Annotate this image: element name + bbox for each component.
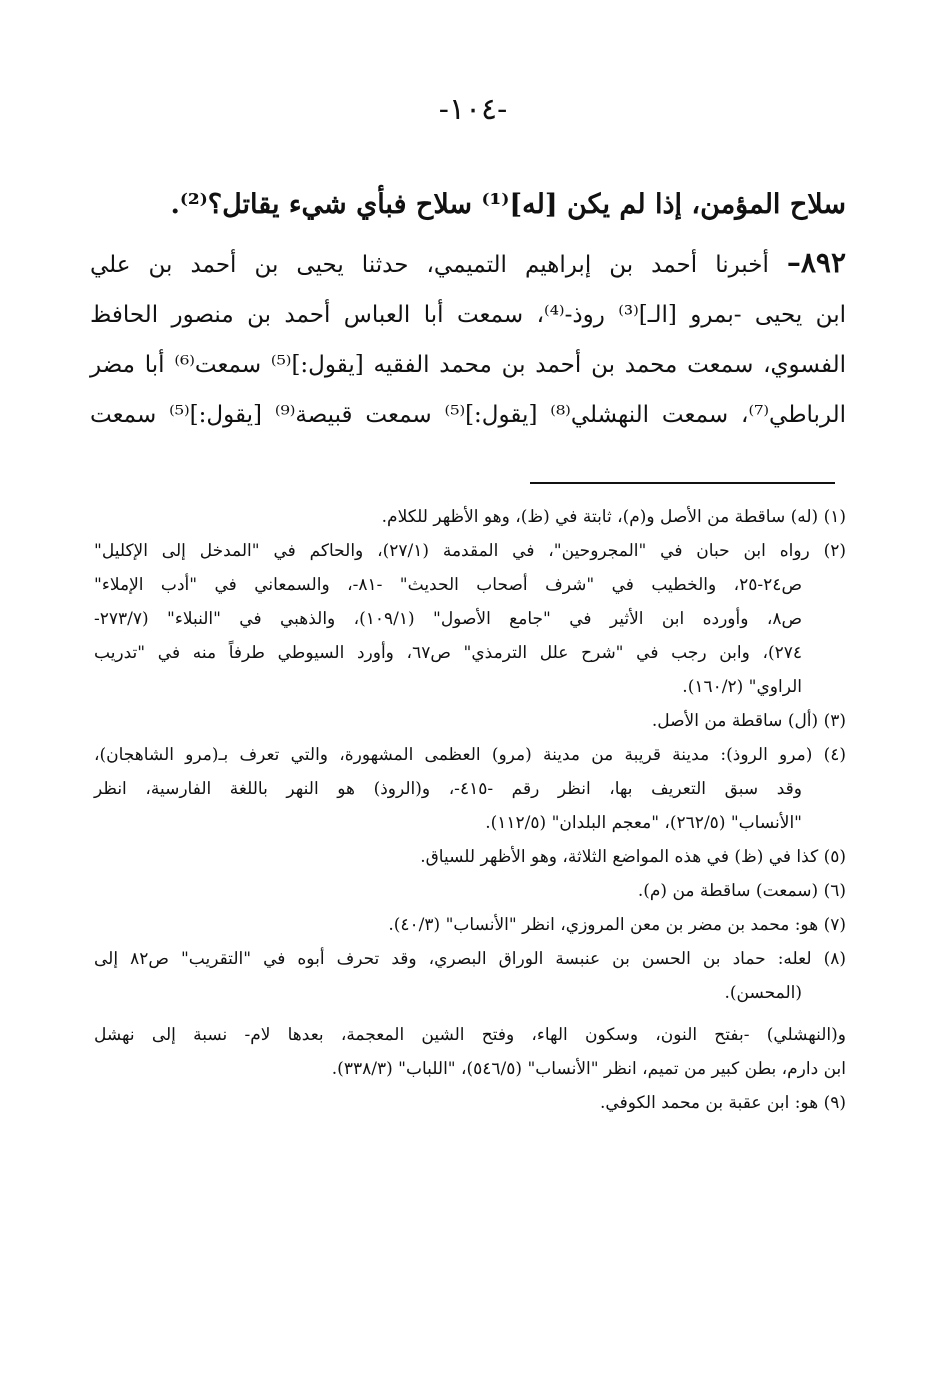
footnote-line: "الأنساب" (٢٦٢/٥)، "معجم البلدان" (١١٢/٥).	[485, 813, 802, 833]
footnote-line: و(النهشلي) -بفتح النون، وسكون الهاء، وفتح الشين المعجمة، بعدها لام- نسبة إلى نهشل	[94, 1025, 846, 1045]
footnote-5	[94, 840, 846, 874]
hadith-heading: سلاح المؤمن، إذا لم يكن [له]⁽¹⁾ سلاح فبأي شيء يقاتل؟⁽²⁾.	[170, 189, 846, 220]
footnote-separator	[530, 482, 835, 484]
footnote-line: ص٢٤-٢٥، والخطيب في "شرف أصحاب الحديث" -٨١-، والسمعاني في "أدب الإملاء"	[94, 575, 802, 595]
footnote-7	[94, 908, 846, 942]
footnote-line: (٥) كذا في (ظ) في هذه المواضع الثلاثة، وهو الأظهر للسياق.	[420, 847, 846, 867]
hadith-text-1: أخبرنا أحمد بن إبراهيم التميمي، حدثنا يحيى بن أحمد بن علي	[90, 252, 769, 278]
page-number: -١٠٤-	[438, 92, 508, 127]
footnote-1	[94, 500, 846, 534]
footnote-line: (٩) هو: ابن عقبة بن محمد الكوفي.	[600, 1093, 846, 1113]
footnote-line: (٦) (سمعت) ساقطة من (م).	[637, 881, 846, 901]
footnote-line: (٣) (أل) ساقطة من الأصل.	[651, 711, 846, 731]
footnote-line: ص٨، وأورده ابن الأثير في "جامع الأصول" (١٠٩/١)، والذهبي في "النبلاء" (٢٧٣/٧-	[94, 609, 803, 629]
footnote-line: ٢٧٤)، وابن رجب في "شرح علل الترمذي" ص٦٧، وأورد السيوطي طرفاً منه في "تدريب	[94, 643, 803, 663]
footnote-line: ابن دارم، بطن كبير من تميم، انظر "الأنساب" (٥٤٦/٥)، "اللباب" (٣٣٨/٣).	[331, 1059, 846, 1079]
footnote-line: (٢) رواه ابن حبان في "المجروحين"، في المقدمة (٢٧/١)، والحاكم في "المدخل إلى الإكليل"	[94, 541, 847, 561]
footnote-line: (٧) هو: محمد بن مضر بن معن المروزي، انظر "الأنساب" (٤٠/٣).	[388, 915, 846, 935]
hadith-line-3: الفسوي، سمعت محمد بن أحمد بن محمد الفقيه [يقول:]⁽⁵⁾ سمعت⁽⁶⁾ أبا مضر	[90, 352, 846, 378]
hadith-number: ٨٩٢–	[786, 246, 846, 279]
footnote-8-continued	[94, 1018, 846, 1086]
footnote-line: الراوي" (١٦٠/٢).	[682, 677, 802, 697]
footnote-9	[94, 1086, 846, 1120]
footnote-line: (٨) لعله: حماد بن الحسن بن عنبسة الوراق البصري، وقد تحرف أبوه في "التقريب" ص٨٢ إلى	[94, 949, 846, 969]
footnotes	[94, 500, 846, 1120]
hadith-line-1	[90, 238, 846, 290]
footnote-line: (المحسن).	[724, 983, 802, 1003]
footnote-4	[94, 738, 846, 840]
hadith-line-2: ابن يحيى -بمرو [الـ]⁽³⁾ روذ-⁽⁴⁾، سمعت أبا العباس أحمد بن منصور الحافظ	[90, 302, 846, 328]
hadith-line-4: الرباطي⁽⁷⁾، سمعت النهشلي⁽⁸⁾ [يقول:]⁽⁵⁾ سمعت قبيصة⁽⁹⁾ [يقول:]⁽⁵⁾ سمعت	[90, 402, 846, 428]
footnote-3	[94, 704, 846, 738]
footnote-8	[94, 942, 846, 1010]
footnote-2	[94, 534, 846, 704]
hadith-body	[90, 238, 846, 440]
footnote-line: (٤) (مرو الروذ): مدينة قريبة من مدينة (مرو) العظمى المشهورة، والتي تعرف بـ(مرو الشاهجان)،	[94, 745, 846, 765]
footnote-6	[94, 874, 846, 908]
footnote-line: وقد سبق التعريف بها، انظر رقم -٤١٥-، و(الروذ) هو النهر باللغة الفارسية، انظر	[94, 779, 802, 799]
footnote-line: (١) (له) ساقطة من الأصل و(م)، ثابتة في (ظ)، وهو الأظهر للكلام.	[381, 507, 846, 527]
